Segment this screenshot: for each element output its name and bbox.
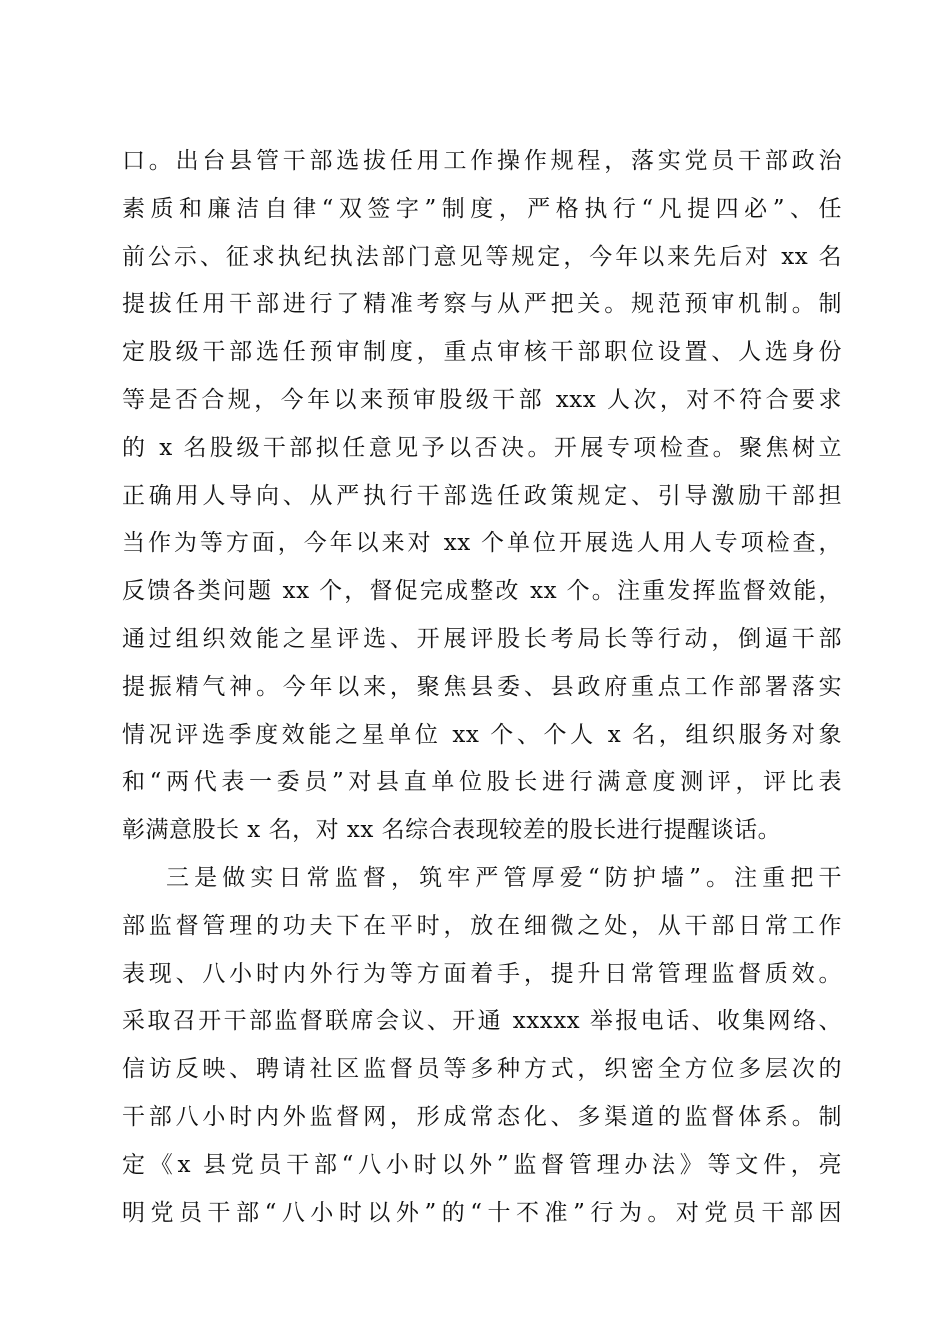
text-line: 反馈各类问题 xx 个，督促完成整改 xx 个。注重发挥监督效能， xyxy=(122,578,842,605)
text-line: 的 x 名股级干部拟任意见予以否决。开展专项检查。聚焦树立 xyxy=(122,434,842,461)
text-line: 信访反映、聘请社区监督员等多种方式，织密全方位多层次的 xyxy=(122,1056,842,1083)
text-line: 明党员干部“八小时以外”的“十不准”行为。对党员干部因 xyxy=(122,1199,842,1226)
text-line: 情况评选季度效能之星单位 xx 个、个人 x 名，组织服务对象 xyxy=(122,721,842,748)
text-line: 彰满意股长 x 名，对 xx 名综合表现较差的股长进行提醒谈话。 xyxy=(122,817,782,844)
paragraph-start-line: 三是做实日常监督，筑牢严管厚爱“防护墙”。注重把干 xyxy=(166,864,842,891)
text-line: 当作为等方面，今年以来对 xx 个单位开展选人用人专项检查， xyxy=(122,530,842,557)
text-line: 干部八小时内外监督网，形成常态化、多渠道的监督体系。制 xyxy=(122,1103,842,1130)
text-line: 部监督管理的功夫下在平时，放在细微之处，从干部日常工作 xyxy=(122,912,842,939)
text-line: 素质和廉洁自律“双签字”制度，严格执行“凡提四必”、任 xyxy=(122,195,842,222)
text-line: 口。出台县管干部选拔任用工作操作规程，落实党员干部政治 xyxy=(122,148,842,174)
text-line: 提拔任用干部进行了精准考察与从严把关。规范预审机制。制 xyxy=(122,291,842,318)
text-line: 正确用人导向、从严执行干部选任政策规定、引导激励干部担 xyxy=(122,482,842,509)
text-line: 等是否合规，今年以来预审股级干部 xxx 人次，对不符合要求 xyxy=(122,386,842,413)
text-line: 前公示、征求执纪执法部门意见等规定，今年以来先后对 xx 名 xyxy=(122,243,842,270)
text-line: 通过组织效能之星评选、开展评股长考局长等行动，倒逼干部 xyxy=(122,625,842,652)
text-line: 和“两代表一委员”对县直单位股长进行满意度测评，评比表 xyxy=(122,769,842,796)
text-line: 定《x 县党员干部“八小时以外”监督管理办法》等文件，亮 xyxy=(122,1151,842,1178)
text-line: 表现、八小时内外行为等方面着手，提升日常管理监督质效。 xyxy=(122,960,842,987)
text-line: 定股级干部选任预审制度，重点审核干部职位设置、人选身份 xyxy=(122,339,842,366)
body-text xyxy=(122,138,842,1237)
text-line: 提振精气神。今年以来，聚焦县委、县政府重点工作部署落实 xyxy=(122,673,842,700)
text-line: 采取召开干部监督联席会议、开通 xxxxx 举报电话、收集网络、 xyxy=(122,1008,842,1035)
